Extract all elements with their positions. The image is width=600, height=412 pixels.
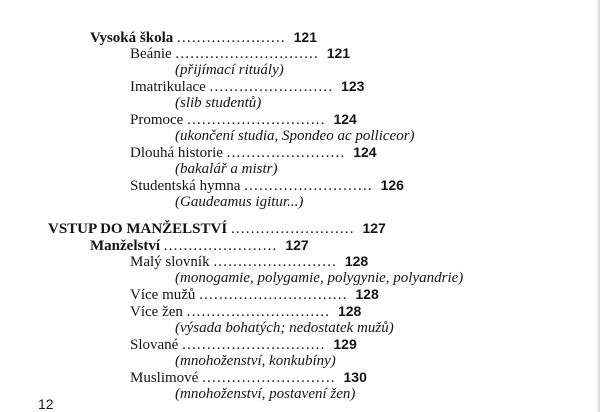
toc-leader-dots: ......................... (209, 79, 334, 95)
toc-page-number: 128 (344, 253, 369, 269)
toc-leader-dots: ....................... (163, 238, 278, 254)
toc-leader-dots: ...................... (176, 30, 286, 46)
toc-note: (ukončení studia, Spondeo ac polliceor) (175, 128, 415, 144)
toc-note: (přijímací rituály) (175, 62, 284, 78)
toc-page-number: 127 (285, 237, 309, 253)
toc-page-number: 130 (343, 369, 367, 385)
toc-page-number: 123 (341, 78, 365, 94)
toc-leader-dots: .......................... (244, 178, 373, 194)
toc-page-number: 121 (293, 29, 317, 45)
toc-leader-dots: ............................ (187, 112, 326, 128)
toc-note: (mnohoženství, postavení žen) (175, 386, 356, 402)
toc-page-number: 129 (333, 336, 357, 352)
toc-leader-dots: ............................. (182, 337, 326, 353)
toc-page-number: 124 (353, 144, 377, 160)
toc-note: (bakalář a mistr) (175, 161, 278, 177)
toc-leader-dots: ........................... (202, 370, 336, 386)
toc-label: Muslimové (130, 370, 199, 386)
page-number: 12 (38, 396, 54, 412)
toc-label: VSTUP DO MANŽELSTVÍ (48, 221, 228, 237)
toc-leader-dots: ........................ (226, 145, 346, 161)
toc-label: Beánie (130, 46, 172, 62)
toc-leader-dots: ......................... (213, 254, 338, 270)
toc-label: Studentská hymna (130, 178, 241, 194)
toc-note: (výsada bohatých; nedostatek mužů) (175, 320, 394, 336)
toc-page-number: 127 (362, 220, 386, 236)
toc-leader-dots: ............................. (186, 304, 331, 320)
toc-label: Více žen (130, 304, 183, 320)
toc-leader-dots: .............................. (199, 287, 348, 303)
toc-page-number: 128 (355, 286, 379, 302)
toc-leader-dots: ......................... (230, 221, 355, 237)
toc-note: (mnohoženství, konkubíny) (175, 353, 336, 369)
toc-label: Imatrikulace (130, 79, 206, 95)
toc-page-number: 128 (337, 303, 362, 319)
toc-label: Manželství (90, 238, 160, 254)
toc-note: (Gaudeamus igitur...) (175, 194, 304, 210)
toc-label: Malý slovník (130, 254, 210, 270)
toc-page-number: 124 (333, 111, 357, 127)
toc-page-number: 126 (380, 177, 404, 193)
toc-label: Více mužů (130, 287, 196, 303)
toc-label: Slované (130, 337, 179, 353)
toc-leader-dots: ............................. (175, 46, 319, 62)
toc-label: Dlouhá historie (130, 145, 223, 161)
toc-label: Vysoká škola (90, 30, 174, 46)
toc-note: (slib studentů) (175, 95, 262, 111)
toc-note: (monogamie, polygamie, polygynie, polyandrie) (175, 270, 464, 286)
toc-label: Promoce (130, 112, 184, 128)
toc-page-number: 121 (326, 45, 351, 61)
